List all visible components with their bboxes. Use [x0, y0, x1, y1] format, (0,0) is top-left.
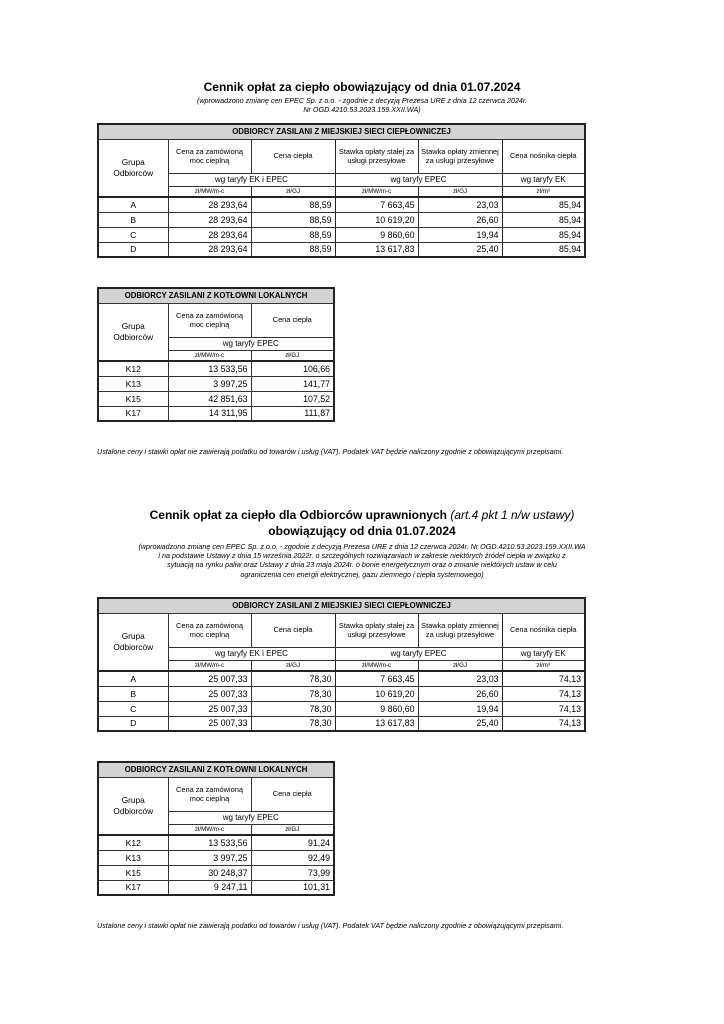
section1-city-table: [97, 123, 586, 258]
tariff-label: wg taryfy EPEC: [168, 337, 334, 350]
tariff-label: wg taryfy EK: [502, 173, 585, 186]
value-cell: 7 663,45: [335, 197, 418, 212]
group-cell: K13: [98, 376, 168, 391]
value-cell: 10 619,20: [335, 212, 418, 227]
unit-label: zł/GJ: [418, 660, 502, 671]
tariff-label: wg taryfy EK: [502, 647, 585, 660]
tariff-label: wg taryfy EPEC: [335, 647, 502, 660]
value-cell: 107,52: [251, 391, 334, 406]
column-header: Cena ciepła: [251, 139, 335, 173]
group-label: Grupa Odbiorców: [98, 613, 168, 671]
group-cell: A: [98, 197, 168, 212]
value-cell: 13 533,56: [168, 361, 251, 376]
value-cell: 74,13: [502, 701, 585, 716]
unit-label: zł/GJ: [251, 660, 335, 671]
value-cell: 92,49: [251, 850, 334, 865]
value-cell: 73,99: [251, 865, 334, 880]
value-cell: 26,60: [418, 212, 502, 227]
vat-note: Ustalone ceny i stawki opłat nie zawierają podatku od towarów i usług (VAT). Podatek VAT będzie naliczony zgodnie z obowiązującymi przepisami.: [97, 447, 564, 456]
group-cell: K15: [98, 391, 168, 406]
group-cell: D: [98, 242, 168, 257]
value-cell: 9 860,60: [335, 227, 418, 242]
table-row: [98, 361, 334, 376]
unit-label: zł/MW/m-c: [168, 186, 251, 197]
column-header: Cena nośnika ciepła: [502, 139, 585, 173]
table-row: [98, 880, 334, 895]
value-cell: 88,59: [251, 242, 335, 257]
column-header: Cena ciepła: [251, 777, 334, 811]
subtitle-line: (wprowadzono zmianę cen EPEC Sp. z o.o. - zgodnie z decyzją Prezesa URE z dnia 12 czerwca 2024r.: [196, 96, 528, 105]
value-cell: 78,30: [251, 701, 335, 716]
value-cell: 23,03: [418, 197, 502, 212]
tariff-label: wg taryfy EK i EPEC: [168, 647, 335, 660]
column-header: Cena ciepła: [251, 303, 334, 337]
value-cell: 25 007,33: [168, 671, 251, 686]
value-cell: 19,94: [418, 227, 502, 242]
table-row: [98, 242, 585, 257]
table-row: [98, 391, 334, 406]
tariff-label: wg taryfy EK i EPEC: [168, 173, 335, 186]
value-cell: 74,13: [502, 716, 585, 731]
column-header: Cena za zamówioną moc cieplną: [168, 303, 251, 337]
value-cell: 111,87: [251, 406, 334, 421]
group-cell: K17: [98, 880, 168, 895]
value-cell: 9 860,60: [335, 701, 418, 716]
value-cell: 28 293,64: [168, 242, 251, 257]
value-cell: 25 007,33: [168, 701, 251, 716]
column-header: Cena nośnika ciepła: [502, 613, 585, 647]
value-cell: 88,59: [251, 227, 335, 242]
value-cell: 88,59: [251, 197, 335, 212]
group-cell: C: [98, 227, 168, 242]
value-cell: 19,94: [418, 701, 502, 716]
table-row: [98, 227, 585, 242]
title-italic: (art.4 pkt 1 n/w ustawy): [450, 508, 575, 522]
value-cell: 25,40: [418, 242, 502, 257]
value-cell: 13 533,56: [168, 835, 251, 850]
title-main: Cennik opłat za ciepło dla Odbiorców uprawnionych: [149, 508, 447, 522]
value-cell: 23,03: [418, 671, 502, 686]
section2-city-table: [97, 597, 586, 732]
subtitle-line: sytuacją na rynku paliw oraz Ustawy z dnia 23 maja 2024r. o bonie energetycznym oraz o zmianie niektórych ustaw w celu: [167, 560, 557, 570]
unit-label: zł/GJ: [418, 186, 502, 197]
section2-title-line2: obowiązujący od dnia 01.07.2024: [268, 524, 456, 538]
value-cell: 141,77: [251, 376, 334, 391]
unit-label: zł/GJ: [251, 186, 335, 197]
column-header: Cena za zamówioną moc cieplną: [168, 777, 251, 811]
section1-local-table: [97, 287, 335, 422]
value-cell: 25,40: [418, 716, 502, 731]
section2-local-table: [97, 761, 335, 896]
table-row: [98, 376, 334, 391]
value-cell: 85,94: [502, 242, 585, 257]
unit-label: zł/m³: [502, 660, 585, 671]
column-header: Cena za zamówioną moc cieplną: [168, 139, 251, 173]
value-cell: 14 311,95: [168, 406, 251, 421]
value-cell: 25 007,33: [168, 686, 251, 701]
group-cell: A: [98, 671, 168, 686]
unit-label: zł/MW/m-c: [335, 186, 418, 197]
value-cell: 28 293,64: [168, 227, 251, 242]
value-cell: 28 293,64: [168, 197, 251, 212]
tariff-label: wg taryfy EPEC: [335, 173, 502, 186]
table-row: [98, 197, 585, 212]
group-cell: B: [98, 686, 168, 701]
value-cell: 26,60: [418, 686, 502, 701]
value-cell: 85,94: [502, 227, 585, 242]
table-row: [98, 671, 585, 686]
value-cell: 9 247,11: [168, 880, 251, 895]
unit-label: zł/MW/m-c: [168, 660, 251, 671]
group-cell: K12: [98, 835, 168, 850]
value-cell: 78,30: [251, 716, 335, 731]
table-row: [98, 212, 585, 227]
unit-label: zł/MW/m-c: [168, 824, 251, 835]
subtitle-line: (wprowadzono zmianę cen EPEC Sp. z o.o. - zgodnie z decyzją Prezesa URE z dnia 12 czerwca 2024r. Nr OGD.4210.53.2023.159.XXII.WA: [138, 542, 586, 551]
value-cell: 3 997,25: [168, 850, 251, 865]
table-header: ODBIORCY ZASILANI Z KOTŁOWNI LOKALNYCH: [98, 762, 334, 777]
value-cell: 25 007,33: [168, 716, 251, 731]
group-label: Grupa Odbiorców: [98, 139, 168, 197]
value-cell: 85,94: [502, 197, 585, 212]
section2-title: [0, 508, 724, 523]
unit-label: zł/MW/m-c: [168, 350, 251, 361]
value-cell: 42 851,63: [168, 391, 251, 406]
table-row: [98, 850, 334, 865]
table-row: [98, 865, 334, 880]
section1-title: Cennik opłat za ciepło obowiązujący od dnia 01.07.2024: [203, 80, 521, 94]
subtitle-line: Nr OGD.4210.53.2023.159.XXII.WA): [303, 105, 421, 115]
group-cell: K15: [98, 865, 168, 880]
group-cell: K12: [98, 361, 168, 376]
vat-note: Ustalone ceny i stawki opłat nie zawierają podatku od towarów i usług (VAT). Podatek VAT będzie naliczony zgodnie z obowiązującymi przepisami.: [97, 921, 564, 930]
group-cell: D: [98, 716, 168, 731]
table-row: [98, 835, 334, 850]
value-cell: 106,66: [251, 361, 334, 376]
value-cell: 3 997,25: [168, 376, 251, 391]
column-header: Stawka opłaty zmiennej za usługi przesyłowe: [418, 139, 502, 173]
value-cell: 13 617,83: [335, 716, 418, 731]
value-cell: 10 619,20: [335, 686, 418, 701]
section2-subtitle: [0, 542, 724, 579]
table-header: ODBIORCY ZASILANI Z MIEJSKIEJ SIECI CIEPŁOWNICZEJ: [98, 124, 585, 139]
value-cell: 88,59: [251, 212, 335, 227]
value-cell: 78,30: [251, 686, 335, 701]
unit-label: zł/GJ: [251, 350, 334, 361]
table-row: [98, 686, 585, 701]
subtitle-line: ograniczenia cen energii elektrycznej, gazu ziemnego i ciepła systemowego): [240, 569, 484, 579]
table-row: [98, 406, 334, 421]
value-cell: 13 617,83: [335, 242, 418, 257]
value-cell: 101,31: [251, 880, 334, 895]
value-cell: 74,13: [502, 686, 585, 701]
group-cell: K17: [98, 406, 168, 421]
column-header: Cena ciepła: [251, 613, 335, 647]
column-header: Stawka opłaty stałej za usługi przesyłowe: [335, 613, 418, 647]
value-cell: 91,24: [251, 835, 334, 850]
section1-subtitle: [0, 96, 724, 114]
group-label: Grupa Odbiorców: [98, 777, 168, 835]
value-cell: 78,30: [251, 671, 335, 686]
group-cell: C: [98, 701, 168, 716]
table-row: [98, 716, 585, 731]
unit-label: zł/m³: [502, 186, 585, 197]
column-header: Cena za zamówioną moc cieplną: [168, 613, 251, 647]
table-row: [98, 701, 585, 716]
value-cell: 85,94: [502, 212, 585, 227]
value-cell: 28 293,64: [168, 212, 251, 227]
table-header: ODBIORCY ZASILANI Z MIEJSKIEJ SIECI CIEPŁOWNICZEJ: [98, 598, 585, 613]
group-cell: B: [98, 212, 168, 227]
column-header: Stawka opłaty zmiennej za usługi przesyłowe: [418, 613, 502, 647]
subtitle-line: i na podstawie Ustawy z dnia 15 września 2022r. o szczególnych rozwiązaniach w zakresie niektórych źródeł ciepła w związku z: [158, 551, 566, 561]
tariff-label: wg taryfy EPEC: [168, 811, 334, 824]
table-header: ODBIORCY ZASILANI Z KOTŁOWNI LOKALNYCH: [98, 288, 334, 303]
value-cell: 74,13: [502, 671, 585, 686]
value-cell: 30 248,37: [168, 865, 251, 880]
group-cell: K13: [98, 850, 168, 865]
column-header: Stawka opłaty stałej za usługi przesyłowe: [335, 139, 418, 173]
unit-label: zł/MW/m-c: [335, 660, 418, 671]
value-cell: 7 663,45: [335, 671, 418, 686]
unit-label: zł/GJ: [251, 824, 334, 835]
group-label: Grupa Odbiorców: [98, 303, 168, 361]
